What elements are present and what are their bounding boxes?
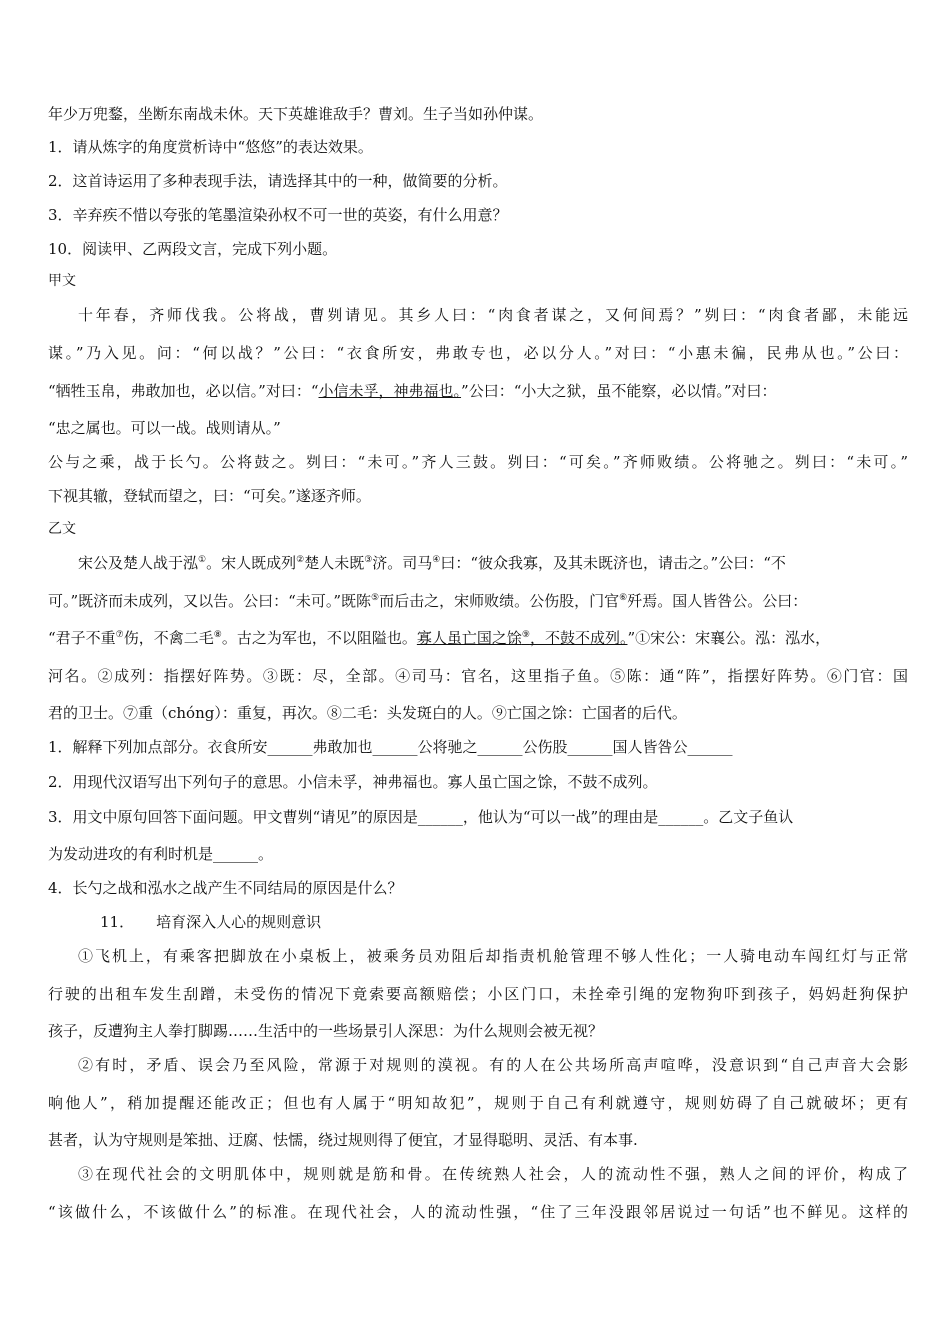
question-number: 11． — [100, 913, 135, 931]
article-title: 培育深入人心的规则意识 — [156, 913, 322, 931]
article-paragraph-line: 行驶的出租车发生刮蹭，未受伤的情况下竟索要高额赔偿；小区门口，未拴牵引绳的宠物狗吓到孩子，妈妈赶狗保护 — [48, 985, 908, 1003]
text-span: “牺牲玉帛，弗敢加也，必以信。”对曰：“ — [48, 382, 319, 400]
text-span: 楚人未既 — [304, 554, 365, 572]
footnote-mark: ② — [296, 555, 305, 565]
footnote-mark: ⑤ — [371, 593, 380, 603]
article-paragraph-line: ①飞机上，有乘客把脚放在小桌板上，被乘务员劝阻后却指责机舱管理不够人性化；一人骑电动车闯红灯与正常 — [78, 947, 908, 965]
footnote-mark: ⑥ — [619, 593, 628, 603]
footnote-mark: ⑨ — [521, 630, 530, 640]
passage-a-label: 甲文 — [48, 273, 76, 289]
passage-b-line — [48, 628, 908, 648]
subquestion-4: 4．长勺之战和泓水之战产生不同结局的原因是什么？ — [48, 879, 403, 897]
article-paragraph-line: 孩子，反遭狗主人拳打脚踢……生活中的一些场景引人深思：为什么规则会被无视？ — [48, 1022, 604, 1040]
question-2: 2．这首诗运用了多种表现手法，请选择其中的一种，做简要的分析。 — [48, 172, 508, 190]
footnote-mark: ⑧ — [213, 630, 222, 640]
article-paragraph-line: ②有时，矛盾、误会乃至风险，常源于对规则的漠视。有的人在公共场所高声喧哗，没意识到“自己声音大会影 — [78, 1056, 908, 1074]
subquestion-3-cont: 为发动进攻的有利时机是______。 — [48, 845, 274, 863]
text-span: 曰：“彼众我寡，及其未既济也，请击之。”公曰：“不 — [440, 554, 786, 572]
passage-b-label: 乙文 — [48, 521, 76, 537]
passage-a-line: 谋。”乃入见。问：“何以战？”公曰：“衣食所安，弗敢专也，必以分人。”对曰：“小惠未徧，民弗从也。”公曰： — [48, 344, 908, 362]
footnote-mark: ③ — [364, 555, 373, 565]
footnote-mark: ① — [198, 555, 207, 565]
text-span: 可。”既济而未成列，又以告。公曰：“未可。”既陈 — [48, 592, 372, 610]
text-span: 歼焉。国人皆咎公。公曰： — [627, 592, 808, 610]
passage-a-line: 下视其辙，登轼而望之，曰：“可矣。”遂逐齐师。 — [48, 487, 371, 505]
subquestion-3: 3．用文中原句回答下面问题。甲文曹刿“请见”的原因是______，他认为“可以一战”的理由是______。乙文子鱼认 — [48, 808, 794, 826]
article-paragraph-line: 甚者，认为守规则是笨拙、迂腐、怯懦，绕过规则得了便宜，才显得聪明、灵活、有本事. — [48, 1131, 638, 1149]
passage-a-line: “忠之属也。可以一战。战则请从。” — [48, 419, 281, 437]
text-span: 而后击之，宋师败绩。公伤股，门官 — [379, 592, 620, 610]
text-span: ”①宋公：宋襄公。泓：泓水， — [627, 629, 831, 647]
passage-b-line — [78, 553, 908, 573]
underlined-sentence: 小信未孚，神弗福也。 — [318, 382, 462, 400]
text-span: 济。司马 — [372, 554, 433, 572]
article-paragraph-line: “该做什么，不该做什么”的标准。在现代社会，人的流动性强，“住了三年没跟邻居说过一句话”也不鲜见。这样的 — [48, 1203, 908, 1221]
footnote-mark: ⑦ — [115, 630, 124, 640]
underlined-sentence — [417, 629, 628, 647]
text-span: 。宋人既成列 — [206, 554, 297, 572]
text-span: “君子不重 — [48, 629, 116, 647]
poem-text-line: 年少万兜鍪，坐断东南战未休。天下英雄谁敌手？曹刘。生子当如孙仲谋。 — [48, 105, 544, 123]
text-span: ”公曰：“小大之狱，虽不能察，必以情。”对曰： — [461, 382, 777, 400]
question-3: 3．辛弃疾不惜以夸张的笔墨渲染孙权不可一世的英姿，有什么用意？ — [48, 206, 508, 224]
text-span: 寡人虽亡国之馀 — [416, 629, 522, 647]
footnote-line: 河名。②成列：指摆好阵势。③既：尽，全部。④司马：官名，这里指子鱼。⑤陈：通“阵”，指摆好阵势。⑥门官：国 — [48, 667, 908, 685]
question-10-heading: 10．阅读甲、乙两段文言，完成下列小题。 — [48, 240, 338, 258]
text-span: 。古之为军也，不以阻隘也。 — [221, 629, 417, 647]
subquestion-2: 2．用现代汉语写出下列句子的意思。小信未孚，神弗福也。寡人虽亡国之馀，不鼓不成列。 — [48, 773, 658, 791]
text-span: 伤，不禽二毛 — [123, 629, 214, 647]
question-11-heading — [100, 912, 500, 932]
passage-b-line — [48, 591, 908, 611]
article-paragraph-line: ③在现代社会的文明肌体中，规则就是筋和骨。在传统熟人社会，人的流动性不强，熟人之间的评价，构成了 — [78, 1165, 908, 1183]
text-span: 宋公及楚人战于泓 — [78, 554, 199, 572]
passage-a-line — [48, 381, 908, 401]
text-span: ，不鼓不成列。 — [529, 629, 628, 647]
passage-a-line: 公与之乘，战于长勺。公将鼓之。刿曰：“未可。”齐人三鼓。刿曰：“可矣。”齐师败绩。公将驰之。刿曰：“未可。” — [48, 453, 908, 471]
footnote-mark: ④ — [432, 555, 441, 565]
question-1: 1．请从炼字的角度赏析诗中“悠悠”的表达效果。 — [48, 138, 373, 156]
article-paragraph-line: 响他人”，稍加提醒还能改正；但也有人属于“明知故犯”，规则于自己有利就遵守，规则妨碍了自己就破坏；更有 — [48, 1094, 908, 1112]
subquestion-1: 1．解释下列加点部分。衣食所安______弗敢加也______公将驰之______公伤股______国人皆咎公______ — [48, 738, 733, 756]
passage-a-line: 十年春，齐师伐我。公将战，曹刿请见。其乡人曰：“肉食者谋之，又何间焉？”刿曰：“肉食者鄙，未能远 — [78, 306, 908, 324]
footnote-line: 君的卫士。⑦重（chóng）：重复，再次。⑧二毛：头发斑白的人。⑨亡国之馀：亡国者的后代。 — [48, 704, 687, 722]
